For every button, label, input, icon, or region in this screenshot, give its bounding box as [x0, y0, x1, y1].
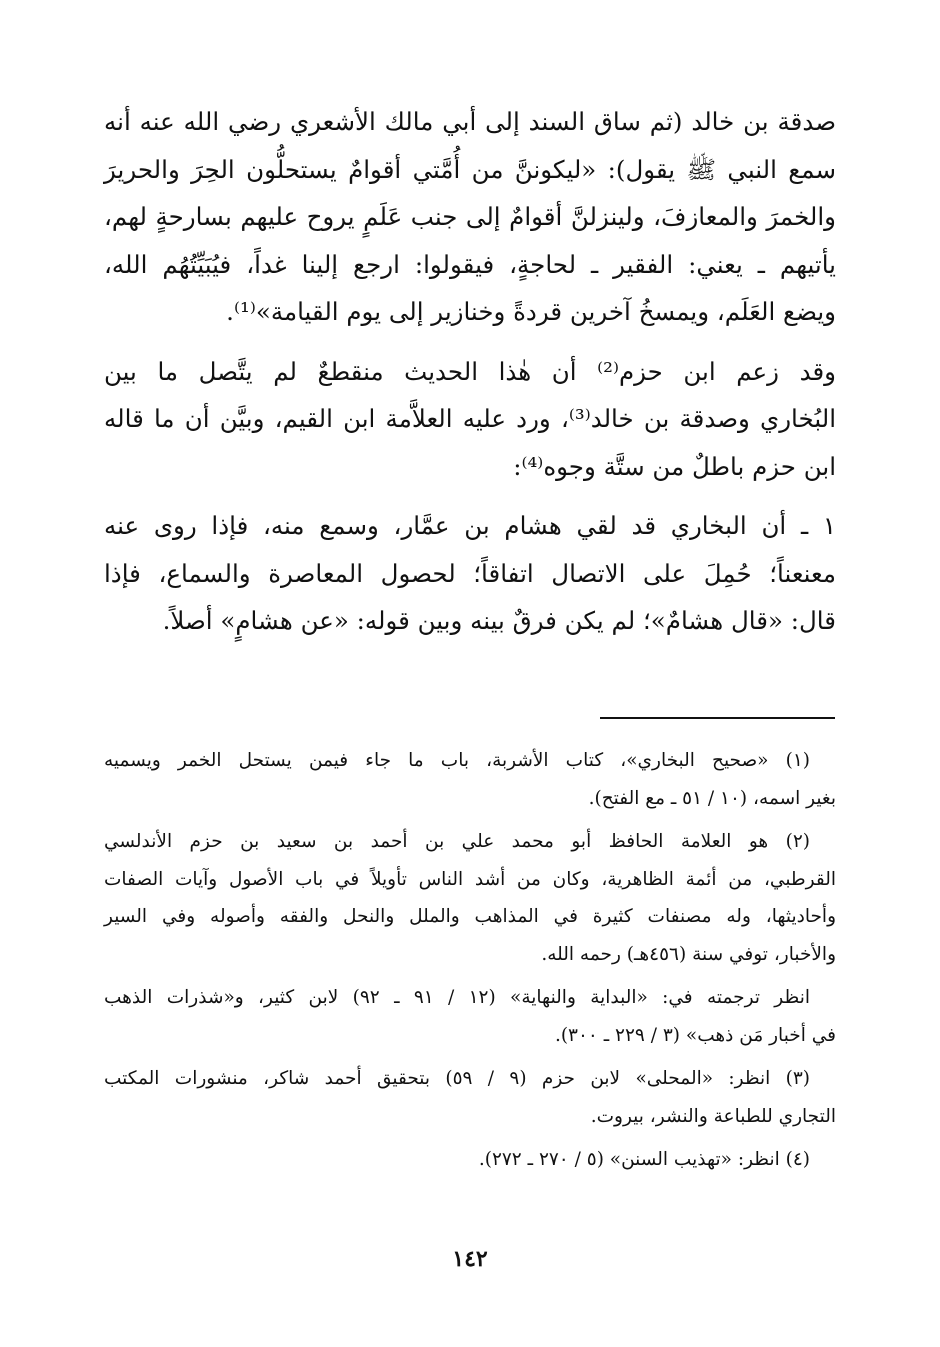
text-line: والخمرَ والمعازفَ، ولينزلنَّ أقوامٌ إلى جنب عَلَمٍ يروح عليهم بسارحةٍ لهم،: [104, 202, 836, 231]
footnote-divider: [600, 717, 835, 719]
footnote-4: [104, 1141, 836, 1179]
paragraph-hadith: [104, 98, 836, 336]
text-line: وقد زعم ابن حزم⁽²⁾ أن هٰذا الحديث منقطعٌ لم يتَّصل ما بين: [104, 356, 836, 386]
footnote-line: (٣) انظر: «المحلى» لابن حزم (٩ / ٥٩) بتحقيق أحمد شاكر، منشورات المكتب: [104, 1068, 811, 1089]
footnote-line: في أخبار مَن ذهب» (٣ / ٢٢٩ ـ ٣٠٠).: [554, 1024, 836, 1046]
footnotes: [104, 742, 836, 1185]
text-line: معنعناً؛ حُمِلَ على الاتصال اتفاقاً؛ لحصول المعاصرة والسماع، فإذا: [104, 558, 836, 588]
paragraph-point-one: [104, 502, 836, 645]
footnote-2: [104, 823, 836, 973]
text-line: سمع النبي ﷺ يقول): «ليكوننَّ من أُمَّتي أقوامٌ يستحلُّون الحِرَ والحريرَ: [104, 154, 836, 184]
footnote-3: [104, 1060, 836, 1135]
footnote-line: والأخبار، توفي سنة (٤٥٦هـ) رحمه الله.: [541, 943, 836, 965]
footnote-line: القرطبي، من أئمة الظاهرية، وكان من أشد الناس تأويلاً في باب الأصول وآيات الصفات: [104, 868, 836, 890]
text-line: ابن حزم باطلٌ من ستَّة وجوه⁽⁴⁾:: [513, 451, 836, 481]
footnote-line: بغير اسمه، (١٠ / ٥١ ـ مع الفتح).: [588, 787, 836, 809]
footnote-line: التجاري للطباعة والنشر، بيروت.: [590, 1105, 836, 1127]
footnote-line: انظر ترجمته في: «البداية والنهاية» (١٢ / ٩١ ـ ٩٢) لابن كثير، و«شذرات الذهب: [104, 987, 810, 1008]
text-line: ١ ـ أن البخاري قد لقي هشام بن عمَّار، وسمع منه، فإذا روى عنه: [104, 511, 836, 540]
text-line: قال: «قال هشامٌ»؛ لم يكن فرقٌ بينه وبين قوله: «عن هشامٍ» أصلاً.: [162, 606, 836, 635]
footnote-line: (١) «صحيح البخاري»، كتاب الأشربة، باب ما جاء فيمن يستحل الخمر ويسميه: [104, 750, 810, 771]
text-line: ويضع العَلَم، ويمسخُ آخرين قردةً وخنازير إلى يوم القيامة»⁽¹⁾.: [226, 297, 836, 326]
footnote-line: وأحاديثها، وله مصنفات كثيرة في المذاهب والملل والنحل والفقه وأصوله وفي السير: [104, 906, 836, 927]
footnote-2-references: [104, 979, 836, 1054]
footnote-line: (٢) هو العلامة الحافظ أبو محمد علي بن أحمد بن سعيد بن حزم الأندلسي: [104, 831, 810, 852]
text-line: البُخاري وصدقة بن خالد⁽³⁾، ورد عليه العلاَّمة ابن القيم، وبيَّن أن ما قاله: [104, 404, 836, 433]
text-line: صدقة بن خالد (ثم ساق السند إلى أبي مالك الأشعري رضي الله عنه أنه: [104, 107, 836, 136]
footnote-1: [104, 742, 836, 817]
text-line: يأتيهم ـ يعني: الفقير ـ لحاجةٍ، فيقولوا: ارجع إلينا غداً، فيُبَيِّتُهُم الله،: [104, 249, 836, 279]
paragraph-ibn-hazm: [104, 348, 836, 491]
main-text: [104, 98, 836, 645]
footnote-line: (٤) انظر: «تهذيب السنن» (٥ / ٢٧٠ ـ ٢٧٢).: [478, 1149, 810, 1170]
page-number: ١٤٢: [452, 1246, 488, 1272]
